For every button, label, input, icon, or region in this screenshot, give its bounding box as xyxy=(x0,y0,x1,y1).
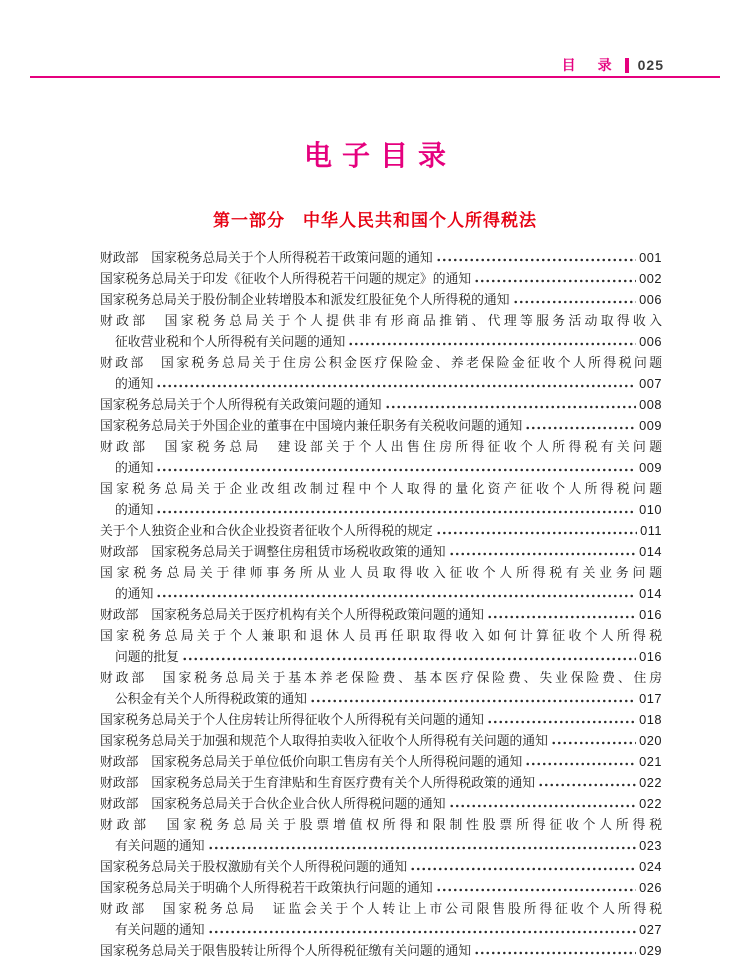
toc-entry-text: 国家税务总局关于限售股转让所得个人所得税征缴有关问题的通知 xyxy=(100,943,472,958)
toc-entry-row xyxy=(100,856,662,877)
toc-entry-row xyxy=(100,940,662,961)
dotted-leader xyxy=(410,856,636,877)
toc-entry-page-number: 029 xyxy=(639,943,662,958)
toc-entry-page-number: 022 xyxy=(639,775,662,790)
dotted-leader xyxy=(474,940,636,961)
toc-entry xyxy=(100,247,662,268)
toc-entry-row xyxy=(100,373,662,394)
toc-entry-row xyxy=(100,520,662,541)
toc-entry-row xyxy=(100,751,662,772)
toc-entry-page-number: 007 xyxy=(639,376,662,391)
dotted-leader xyxy=(436,877,636,898)
running-head-page-number: 025 xyxy=(637,57,664,73)
dotted-leader xyxy=(208,919,637,940)
toc-entry xyxy=(100,940,662,961)
toc-entry xyxy=(100,793,662,814)
toc-entry-row xyxy=(100,499,662,520)
section-heading xyxy=(94,206,656,231)
toc-entry-row xyxy=(100,604,662,625)
dotted-leader xyxy=(156,373,636,394)
toc-entry-text: 关于个人独资企业和合伙企业投资者征收个人所得税的规定 xyxy=(100,523,433,538)
toc-entry-text: 有关问题的通知 xyxy=(115,838,205,853)
toc-entry-row xyxy=(100,835,662,856)
dotted-leader xyxy=(208,835,637,856)
toc-entry xyxy=(100,436,662,478)
toc-entry-row xyxy=(100,730,662,751)
toc-entry-text: 的通知 xyxy=(115,502,154,517)
toc-entry xyxy=(100,604,662,625)
toc-entry-text: 国家税务总局关于企业改组改制过程中个人取得的量化资产征收个人所得税问题 xyxy=(100,481,662,496)
toc-entry-text: 有关问题的通知 xyxy=(115,922,205,937)
toc-entry-row xyxy=(100,331,662,352)
toc-entry-page-number: 023 xyxy=(639,838,662,853)
toc-entry-text: 问题的批复 xyxy=(115,649,179,664)
toc-entry-text: 国家税务总局关于印发《征收个人所得税若干问题的规定》的通知 xyxy=(100,271,472,286)
toc-entry-row xyxy=(100,709,662,730)
toc-entry-page-number: 016 xyxy=(639,649,662,664)
toc-entry xyxy=(100,415,662,436)
toc-entry-text: 财政部 国家税务总局关于股票增值权所得和限制性股票所得征收个人所得税 xyxy=(100,817,662,832)
toc-entry-text: 财政部 国家税务总局关于住房公积金医疗保险金、养老保险金征收个人所得税问题 xyxy=(100,355,662,370)
toc-entry xyxy=(100,268,662,289)
dotted-leader xyxy=(474,268,636,289)
toc-entry xyxy=(100,541,662,562)
toc-entry-text: 财政部 国家税务总局关于生育津贴和生育医疗费有关个人所得税政策的通知 xyxy=(100,775,536,790)
toc-entry-row xyxy=(100,247,662,268)
toc-entry-page-number: 026 xyxy=(639,880,662,895)
toc-title: 电子目录 xyxy=(303,140,456,171)
dotted-leader xyxy=(513,289,637,310)
toc-entry xyxy=(100,709,662,730)
toc-entry-text: 的通知 xyxy=(115,586,154,601)
toc-entry xyxy=(100,478,662,520)
toc-entry xyxy=(100,814,662,856)
toc-entry-page-number: 014 xyxy=(639,586,662,601)
toc-entry-text: 国家税务总局关于个人兼职和退休人员再任职取得收入如何计算征收个人所得税 xyxy=(100,628,662,643)
toc-entry-row xyxy=(100,541,662,562)
dotted-leader xyxy=(310,688,636,709)
dotted-leader xyxy=(449,541,637,562)
toc-entry-row xyxy=(100,268,662,289)
toc-entry-row xyxy=(100,688,662,709)
toc-entry-page-number: 001 xyxy=(639,250,662,265)
toc-entry-page-number: 006 xyxy=(639,292,662,307)
toc-entry xyxy=(100,625,662,667)
toc-entry xyxy=(100,730,662,751)
toc-entry-page-number: 016 xyxy=(639,607,662,622)
dotted-leader xyxy=(449,793,637,814)
toc-entry-text: 财政部 国家税务总局关于个人提供非有形商品推销、代理等服务活动取得收入 xyxy=(100,313,662,328)
toc-entry-text: 国家税务总局关于加强和规范个人取得拍卖收入征收个人所得税有关问题的通知 xyxy=(100,733,548,748)
toc-entry-text: 财政部 国家税务总局关于单位低价向职工售房有关个人所得税问题的通知 xyxy=(100,754,523,769)
toc-entry-page-number: 008 xyxy=(639,397,662,412)
running-head-title: 目 录 xyxy=(561,57,616,73)
toc-entry-text: 国家税务总局关于个人住房转让所得征收个人所得税有关问题的通知 xyxy=(100,712,484,727)
section-part-label: 第一部分 xyxy=(213,211,285,230)
toc-entry xyxy=(100,352,662,394)
toc-entry-row xyxy=(100,415,662,436)
dotted-leader xyxy=(436,520,637,541)
toc-entry-page-number: 024 xyxy=(639,859,662,874)
dotted-leader xyxy=(348,331,636,352)
dotted-leader xyxy=(182,646,636,667)
dotted-leader xyxy=(436,247,636,268)
toc-entry-row xyxy=(100,457,662,478)
toc-entry-text: 国家税务总局关于外国企业的董事在中国境内兼任职务有关税收问题的通知 xyxy=(100,418,523,433)
dotted-leader xyxy=(156,457,636,478)
dotted-leader xyxy=(538,772,636,793)
toc-entry-page-number: 021 xyxy=(639,754,662,769)
toc-entry-text: 公积金有关个人所得税政策的通知 xyxy=(115,691,307,706)
toc-entry-page-number: 018 xyxy=(639,712,662,727)
dotted-leader xyxy=(156,499,636,520)
toc-entry xyxy=(100,772,662,793)
dotted-leader xyxy=(551,730,636,751)
toc-entry-page-number: 014 xyxy=(639,544,662,559)
dotted-leader xyxy=(487,604,636,625)
toc-entry-text: 财政部 国家税务总局关于医疗机构有关个人所得税政策问题的通知 xyxy=(100,607,484,622)
toc-entry xyxy=(100,394,662,415)
toc-entry-text: 财政部 国家税务总局 建设部关于个人出售住房所得征收个人所得税有关问题 xyxy=(100,439,662,454)
toc-entry xyxy=(100,667,662,709)
dotted-leader xyxy=(525,751,636,772)
toc-entry-page-number: 010 xyxy=(639,502,662,517)
toc-entry-row xyxy=(100,919,662,940)
toc-entry-list xyxy=(100,247,662,961)
toc-entry-text: 财政部 国家税务总局关于调整住房租赁市场税收政策的通知 xyxy=(100,544,446,559)
toc-entry-page-number: 009 xyxy=(639,418,662,433)
toc-entry xyxy=(100,751,662,772)
toc-entry-page-number: 009 xyxy=(639,460,662,475)
toc-entry-page-number: 027 xyxy=(639,922,662,937)
toc-entry-row xyxy=(100,877,662,898)
dotted-leader xyxy=(487,709,636,730)
toc-entry-page-number: 011 xyxy=(640,523,662,538)
toc-entry-text: 财政部 国家税务总局关于合伙企业合伙人所得税问题的通知 xyxy=(100,796,446,811)
toc-entry-text: 国家税务总局关于明确个人所得税若干政策执行问题的通知 xyxy=(100,880,433,895)
running-head-divider-bar xyxy=(625,58,629,73)
toc-entry-text: 的通知 xyxy=(115,376,154,391)
toc-entry-page-number: 006 xyxy=(639,334,662,349)
toc-entry-page-number: 022 xyxy=(639,796,662,811)
toc-entry xyxy=(100,562,662,604)
toc-entry-text: 国家税务总局关于个人所得税有关政策问题的通知 xyxy=(100,397,382,412)
toc-entry-row xyxy=(100,289,662,310)
toc-entry-row xyxy=(100,394,662,415)
toc-entry-text: 国家税务总局关于股权激励有关个人所得税问题的通知 xyxy=(100,859,408,874)
toc-entry-text: 财政部 国家税务总局关于基本养老保险费、基本医疗保险费、失业保险费、住房 xyxy=(100,670,662,685)
toc-entry xyxy=(100,856,662,877)
toc-entry-text: 国家税务总局关于股份制企业转增股本和派发红股征免个人所得税的通知 xyxy=(100,292,510,307)
header-rule xyxy=(30,76,720,78)
toc-entry-text: 的通知 xyxy=(115,460,154,475)
toc-entry-row xyxy=(100,772,662,793)
toc-entry-row xyxy=(100,646,662,667)
dotted-leader xyxy=(156,583,636,604)
toc-entry xyxy=(100,898,662,940)
dotted-leader xyxy=(525,415,636,436)
toc-entry xyxy=(100,877,662,898)
toc-entry-text: 国家税务总局关于律师事务所从业人员取得收入征收个人所得税有关业务问题 xyxy=(100,565,662,580)
section-title-label: 中华人民共和国个人所得税法 xyxy=(303,211,537,230)
toc-entry xyxy=(100,520,662,541)
running-head xyxy=(562,55,664,75)
toc-entry-row xyxy=(100,793,662,814)
dotted-leader xyxy=(385,394,637,415)
toc-entry-text: 征收营业税和个人所得税有关问题的通知 xyxy=(115,334,346,349)
toc-entry xyxy=(100,289,662,310)
toc-entry-page-number: 002 xyxy=(639,271,662,286)
toc-entry-page-number: 017 xyxy=(639,691,662,706)
toc-entry-row xyxy=(100,583,662,604)
toc-entry-text: 财政部 国家税务总局 证监会关于个人转让上市公司限售股所得征收个人所得税 xyxy=(100,901,662,916)
toc-entry-page-number: 020 xyxy=(639,733,662,748)
toc-entry xyxy=(100,310,662,352)
toc-entry-text: 财政部 国家税务总局关于个人所得税若干政策问题的通知 xyxy=(100,250,433,265)
